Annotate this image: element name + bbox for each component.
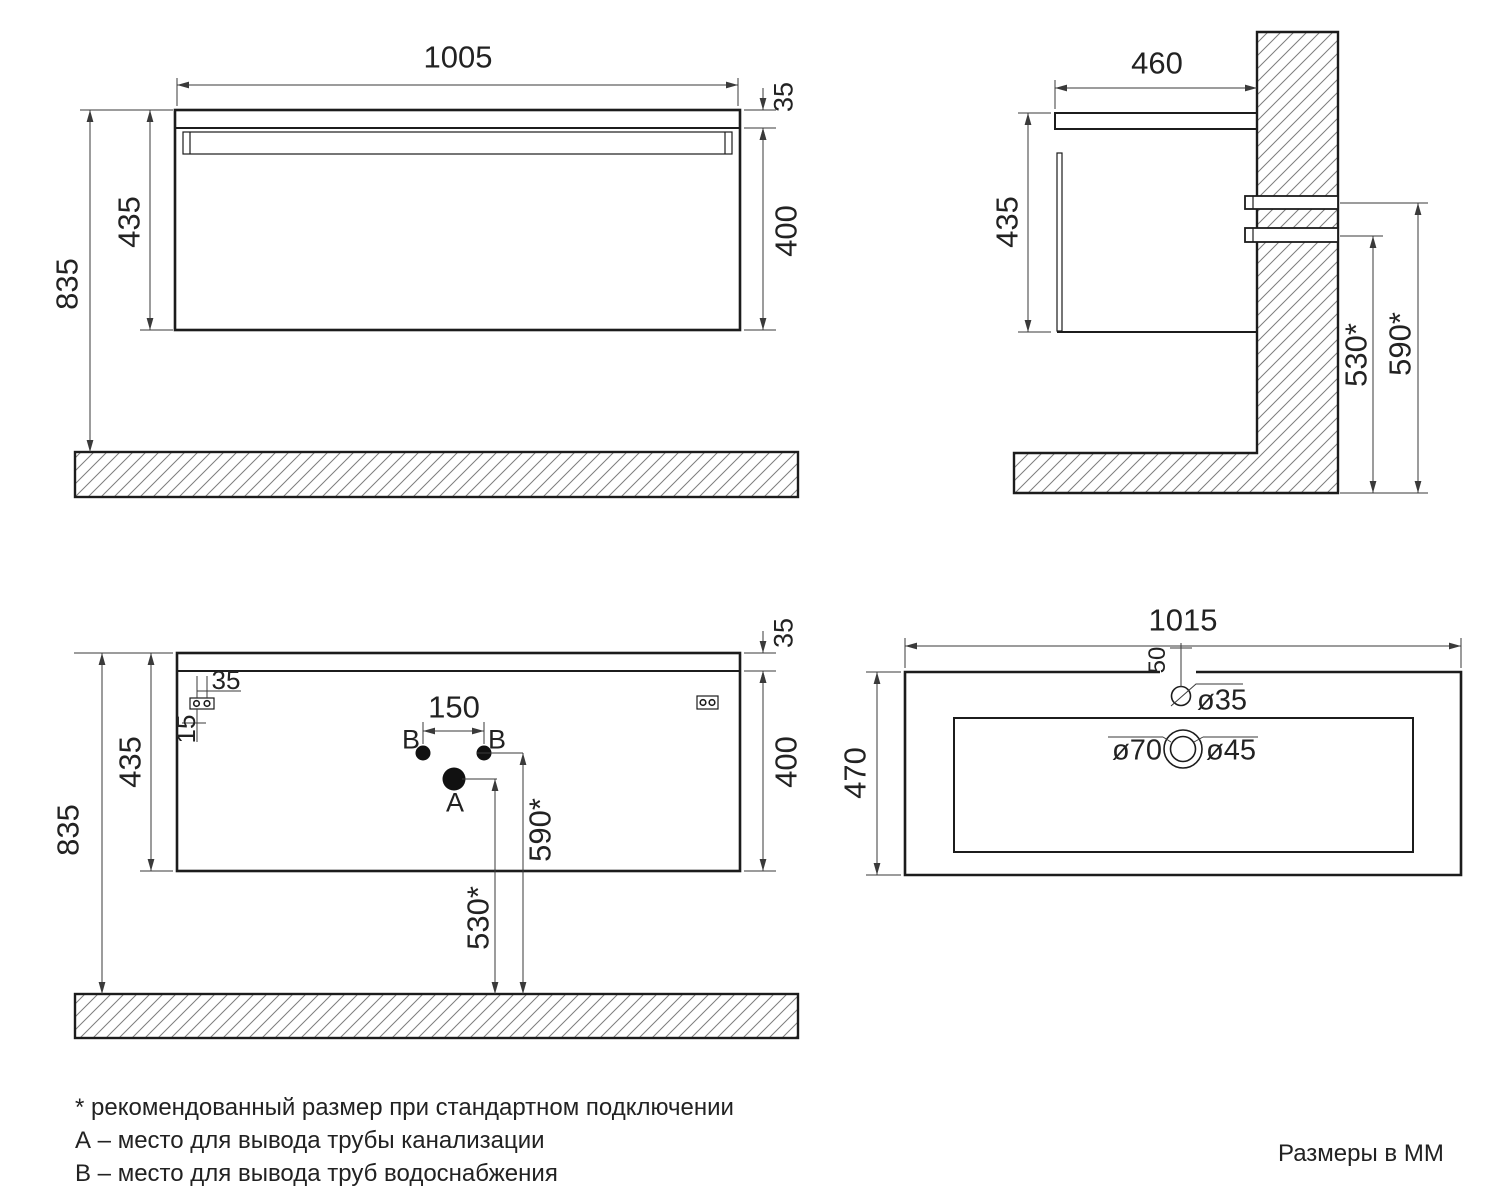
- front-body-dim: 400: [768, 205, 804, 257]
- rear-body-dim: 400: [768, 736, 804, 788]
- basin-faucet-offset-dim: 50: [1144, 646, 1171, 674]
- front-panel-dim: 35: [768, 81, 799, 113]
- front-height-dim: 435: [111, 196, 147, 248]
- rear-panel-dim: 35: [768, 617, 799, 649]
- supply-pipe: [1245, 196, 1338, 209]
- floor-hatch-rear: [75, 994, 798, 1038]
- footnote-point-b: В – место для вывода труб водоснабжения: [75, 1160, 558, 1187]
- footnote-asterisk: * рекомендованный размер при стандартном подключении: [75, 1094, 734, 1121]
- basin-drain-inner-dim: ø45: [1206, 734, 1256, 767]
- rear-height-dim: 435: [112, 736, 148, 788]
- rear-supply-height-dim: 590*: [522, 798, 558, 862]
- front-width-dim: 1005: [423, 39, 493, 75]
- basin-drain-outer-dim: ø70: [1112, 734, 1162, 767]
- units-note: Размеры в ММ: [1278, 1140, 1444, 1167]
- rear-supply-spacing-dim: 150: [428, 689, 480, 725]
- side-supply-height-dim: 590*: [1382, 312, 1418, 376]
- footnote-point-a: А – место для вывода трубы канализации: [75, 1127, 545, 1154]
- front-floor-dim: 835: [49, 258, 85, 310]
- basin-depth-dim: 470: [837, 747, 873, 799]
- basin-top-view: [866, 638, 1461, 875]
- basin-width-dim: 1015: [1148, 602, 1218, 638]
- rear-floor-dim: 835: [50, 804, 86, 856]
- rear-label-b-right: B: [487, 724, 507, 755]
- rear-label-b-left: B: [401, 724, 421, 755]
- rear-label-a: A: [445, 787, 465, 818]
- drain-hole-inner: [1171, 737, 1196, 762]
- basin-faucet-hole-dim: ø35: [1197, 684, 1247, 717]
- front-view: [75, 78, 798, 497]
- rear-bracket-drop-dim: 15: [171, 714, 201, 744]
- side-height-dim: 435: [989, 196, 1025, 248]
- rear-drain-height-dim: 530*: [460, 886, 496, 950]
- side-view: [1014, 32, 1428, 493]
- rear-bracket-offset-dim: 35: [211, 665, 241, 695]
- drain-pipe: [1245, 228, 1338, 242]
- side-depth-dim: 460: [1131, 45, 1183, 81]
- side-drain-height-dim: 530*: [1338, 323, 1374, 387]
- floor-hatch: [75, 452, 798, 497]
